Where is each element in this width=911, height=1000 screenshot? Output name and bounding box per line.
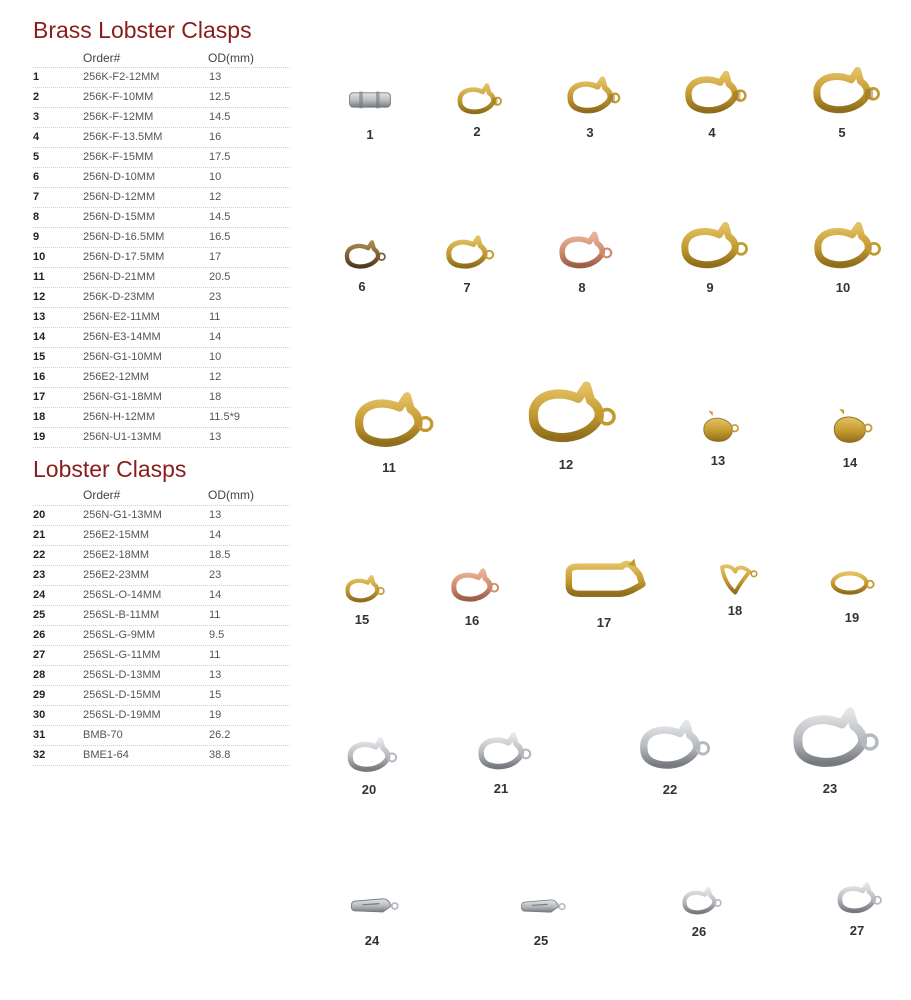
outer-diameter: 38.8 — [209, 749, 231, 761]
item-number: 12 — [33, 291, 46, 303]
table-row — [33, 606, 290, 626]
clasp-item-2 — [417, 82, 537, 139]
clasp-item-21 — [441, 731, 561, 795]
item-number: 30 — [33, 709, 46, 721]
clasp-label: 13 — [710, 453, 726, 469]
item-number: 23 — [33, 569, 46, 581]
order-number: 256N-G1-18MM — [83, 391, 162, 403]
item-number: 25 — [33, 609, 46, 621]
clasp-item-5 — [782, 65, 902, 141]
clasp-icon — [548, 230, 616, 273]
clasp-item-4 — [652, 69, 772, 140]
item-number: 26 — [33, 629, 46, 641]
clasp-item-15 — [302, 574, 422, 627]
table-row — [33, 128, 290, 148]
clasp-label: 5 — [838, 125, 846, 141]
clasp-item-12 — [506, 379, 626, 471]
clasp-icon — [467, 731, 535, 774]
clasp-label: 11 — [382, 460, 396, 476]
clasp-label: 16 — [464, 612, 480, 628]
outer-diameter: 11.5*9 — [209, 411, 240, 423]
table-row — [33, 268, 290, 288]
brass-spec-table — [33, 50, 290, 448]
table-row — [33, 328, 290, 348]
table-row — [33, 148, 290, 168]
item-number: 18 — [33, 411, 46, 423]
table-row — [33, 428, 290, 448]
clasp-label: 10 — [835, 280, 851, 296]
clasp-icon — [799, 65, 885, 120]
item-number: 14 — [33, 331, 46, 343]
order-number: 256K-F2-12MM — [83, 71, 160, 83]
order-number: 256N-D-10MM — [83, 171, 156, 183]
clasp-item-7 — [407, 234, 527, 294]
order-number: 256K-F-10MM — [83, 91, 154, 103]
lobster-spec-table — [33, 488, 290, 766]
clasp-icon — [688, 409, 749, 448]
item-number: 27 — [33, 649, 46, 661]
clasp-icon — [337, 79, 403, 121]
clasp-icon — [828, 881, 885, 917]
outer-diameter: 14 — [209, 529, 222, 541]
order-number: 256K-F-15MM — [83, 151, 154, 163]
table-header-row — [33, 488, 290, 506]
table-row — [33, 308, 290, 328]
clasp-label: 21 — [493, 780, 509, 796]
clasp-icon — [817, 407, 883, 449]
clasp-label: 24 — [364, 933, 380, 948]
table-row — [33, 706, 290, 726]
clasp-item-20 — [309, 736, 429, 798]
table-row — [33, 546, 290, 566]
clasp-item-27 — [797, 881, 911, 938]
order-number: 256N-D-21MM — [83, 271, 156, 283]
clasp-label: 6 — [358, 278, 366, 294]
outer-diameter: 23 — [209, 569, 222, 581]
clasp-icon — [625, 718, 715, 775]
clasp-label: 23 — [822, 781, 838, 796]
table-row — [33, 408, 290, 428]
table-row — [33, 686, 290, 706]
item-number: 16 — [33, 371, 46, 383]
clasp-icon — [819, 562, 885, 604]
clasp-icon — [336, 239, 389, 273]
clasp-item-8 — [522, 230, 642, 294]
item-number: 10 — [33, 251, 46, 263]
clasp-icon — [800, 220, 886, 275]
item-number: 28 — [33, 669, 46, 681]
order-number: 256N-G1-10MM — [83, 351, 162, 363]
item-number: 13 — [33, 311, 46, 323]
order-number: 256N-D-16.5MM — [83, 231, 165, 243]
order-number: 256SL-G-9MM — [83, 629, 156, 641]
item-number: 32 — [33, 749, 46, 761]
clasp-label: 20 — [361, 782, 377, 798]
table-row — [33, 726, 290, 746]
clasp-icon — [672, 69, 751, 119]
clasp-icon — [705, 559, 766, 598]
clasp-item-19 — [792, 562, 911, 625]
item-number: 6 — [33, 171, 40, 183]
order-number: 256SL-B-11MM — [83, 609, 160, 621]
table-row — [33, 666, 290, 686]
table-row — [33, 168, 290, 188]
clasp-label: 27 — [849, 923, 865, 939]
outer-diameter: 13 — [209, 669, 222, 681]
order-number: 256SL-O-14MM — [83, 589, 162, 601]
table-row — [33, 68, 290, 88]
table-row — [33, 388, 290, 408]
clasp-label: 1 — [366, 127, 374, 142]
table-header-row — [33, 50, 290, 68]
order-number: 256N-G1-13MM — [83, 509, 162, 521]
outer-diameter: 26.2 — [209, 729, 231, 741]
clasp-icon — [337, 736, 401, 777]
item-number: 15 — [33, 351, 46, 363]
table-row — [33, 626, 290, 646]
table-row — [33, 526, 290, 546]
clasp-item-6 — [302, 239, 422, 294]
clasp-item-23 — [770, 705, 890, 796]
clasp-icon — [775, 705, 885, 775]
order-number: 256SL-G-11MM — [83, 649, 161, 661]
clasp-icon — [667, 220, 753, 275]
order-number: 256E2-18MM — [83, 549, 150, 561]
item-number: 21 — [33, 529, 46, 541]
clasp-label: 4 — [708, 125, 716, 141]
outer-diameter: 20.5 — [209, 271, 231, 283]
clasp-item-9 — [650, 220, 770, 296]
order-number: 256SL-D-19MM — [83, 709, 161, 721]
outer-diameter: 17.5 — [209, 151, 231, 163]
col-header-order: Order# — [83, 51, 121, 65]
outer-diameter: 14.5 — [209, 111, 231, 123]
order-number: 256E2-23MM — [83, 569, 150, 581]
clasp-icon — [436, 234, 498, 273]
table-row — [33, 746, 290, 766]
outer-diameter: 11 — [209, 311, 221, 323]
item-number: 17 — [33, 391, 46, 403]
clasp-label: 3 — [586, 124, 594, 140]
item-number: 7 — [33, 191, 40, 203]
clasp-icon — [510, 887, 572, 926]
clasp-label: 26 — [691, 924, 707, 940]
outer-diameter: 14.5 — [209, 211, 231, 223]
outer-diameter: 13 — [209, 509, 222, 521]
clasp-icon — [448, 82, 505, 118]
item-number: 1 — [33, 71, 40, 83]
order-number: 256E2-12MM — [83, 371, 150, 383]
clasp-label: 14 — [842, 455, 858, 470]
clasp-label: 17 — [596, 615, 612, 630]
clasp-item-13 — [658, 409, 778, 469]
item-number: 22 — [33, 549, 46, 561]
clasp-item-18 — [675, 559, 795, 619]
order-number: 256SL-D-15MM — [83, 689, 161, 701]
table-row — [33, 506, 290, 526]
clasp-item-22 — [610, 718, 730, 796]
outer-diameter: 19 — [209, 709, 222, 721]
item-number: 3 — [33, 111, 40, 123]
outer-diameter: 11 — [209, 609, 221, 621]
order-number: 256N-D-17.5MM — [83, 251, 165, 263]
outer-diameter: 13 — [209, 71, 222, 83]
clasp-icon — [441, 567, 503, 606]
table-row — [33, 586, 290, 606]
item-number: 24 — [33, 589, 46, 601]
clasp-icon — [338, 390, 439, 454]
clasp-item-10 — [783, 220, 903, 296]
outer-diameter: 16.5 — [209, 231, 231, 243]
item-number: 8 — [33, 211, 40, 223]
table-row — [33, 228, 290, 248]
order-number: 256N-D-12MM — [83, 191, 156, 203]
order-number: 256K-F-12MM — [83, 111, 154, 123]
clasp-label: 15 — [354, 612, 370, 628]
table-row — [33, 566, 290, 586]
clasp-label: 8 — [578, 279, 586, 295]
order-number: 256N-U1-13MM — [83, 431, 162, 443]
col-header-od: OD(mm) — [208, 51, 254, 65]
item-number: 11 — [33, 271, 45, 283]
col-header-od: OD(mm) — [208, 488, 254, 502]
clasp-label: 18 — [727, 603, 743, 619]
order-number: 256N-D-15MM — [83, 211, 156, 223]
clasp-label: 22 — [662, 781, 678, 797]
clasp-icon — [510, 379, 622, 450]
section-title-lobster: Lobster Clasps — [33, 456, 187, 482]
section-title-brass: Brass Lobster Clasps — [33, 17, 252, 43]
order-number: 256N-E2-11MM — [83, 311, 160, 323]
clasp-label: 2 — [473, 124, 481, 140]
item-number: 5 — [33, 151, 40, 163]
outer-diameter: 12 — [209, 191, 222, 203]
outer-diameter: 12.5 — [209, 91, 231, 103]
order-number: 256E2-15MM — [83, 529, 150, 541]
outer-diameter: 23 — [209, 291, 222, 303]
clasp-item-25 — [481, 887, 601, 947]
outer-diameter: 18.5 — [209, 549, 231, 561]
order-number: 256K-D-23MM — [83, 291, 155, 303]
order-number: BMB-70 — [83, 729, 123, 741]
clasp-label: 25 — [533, 932, 549, 948]
clasp-icon — [560, 553, 648, 609]
outer-diameter: 14 — [209, 331, 222, 343]
clasp-icon — [674, 886, 725, 918]
item-number: 31 — [33, 729, 46, 741]
order-number: 256N-H-12MM — [83, 411, 156, 423]
item-number: 20 — [33, 509, 46, 521]
order-number: 256N-E3-14MM — [83, 331, 161, 343]
table-row — [33, 248, 290, 268]
table-row — [33, 188, 290, 208]
clasp-label: 19 — [844, 610, 860, 625]
outer-diameter: 15 — [209, 689, 222, 701]
outer-diameter: 18 — [209, 391, 222, 403]
order-number: 256SL-D-13MM — [83, 669, 161, 681]
order-number: BME1-64 — [83, 749, 129, 761]
col-header-order: Order# — [83, 488, 121, 502]
outer-diameter: 12 — [209, 371, 222, 383]
outer-diameter: 16 — [209, 131, 222, 143]
item-number: 19 — [33, 431, 46, 443]
clasp-label: 7 — [463, 279, 471, 295]
clasp-item-16 — [412, 567, 532, 627]
table-row — [33, 108, 290, 128]
clasp-item-17 — [544, 553, 664, 630]
table-row — [33, 208, 290, 228]
clasp-item-11 — [329, 390, 449, 475]
outer-diameter: 13 — [209, 431, 222, 443]
item-number: 2 — [33, 91, 40, 103]
table-row — [33, 288, 290, 308]
table-row — [33, 646, 290, 666]
item-number: 29 — [33, 689, 46, 701]
outer-diameter: 17 — [209, 251, 222, 263]
table-row — [33, 88, 290, 108]
clasp-label: 9 — [706, 280, 714, 296]
outer-diameter: 11 — [209, 649, 221, 661]
outer-diameter: 10 — [209, 351, 222, 363]
clasp-item-1 — [310, 79, 430, 142]
outer-diameter: 9.5 — [209, 629, 225, 641]
clasp-icon — [339, 885, 405, 927]
table-row — [33, 368, 290, 388]
clasp-label: 12 — [558, 456, 574, 472]
order-number: 256K-F-13.5MM — [83, 131, 163, 143]
clasp-icon — [337, 574, 388, 606]
item-number: 9 — [33, 231, 40, 243]
outer-diameter: 10 — [209, 171, 222, 183]
table-row — [33, 348, 290, 368]
clasp-item-26 — [639, 886, 759, 939]
clasp-item-3 — [530, 75, 650, 139]
clasp-item-24 — [312, 885, 432, 948]
outer-diameter: 14 — [209, 589, 222, 601]
item-number: 4 — [33, 131, 40, 143]
clasp-item-14 — [790, 407, 910, 470]
clasp-icon — [556, 75, 624, 118]
